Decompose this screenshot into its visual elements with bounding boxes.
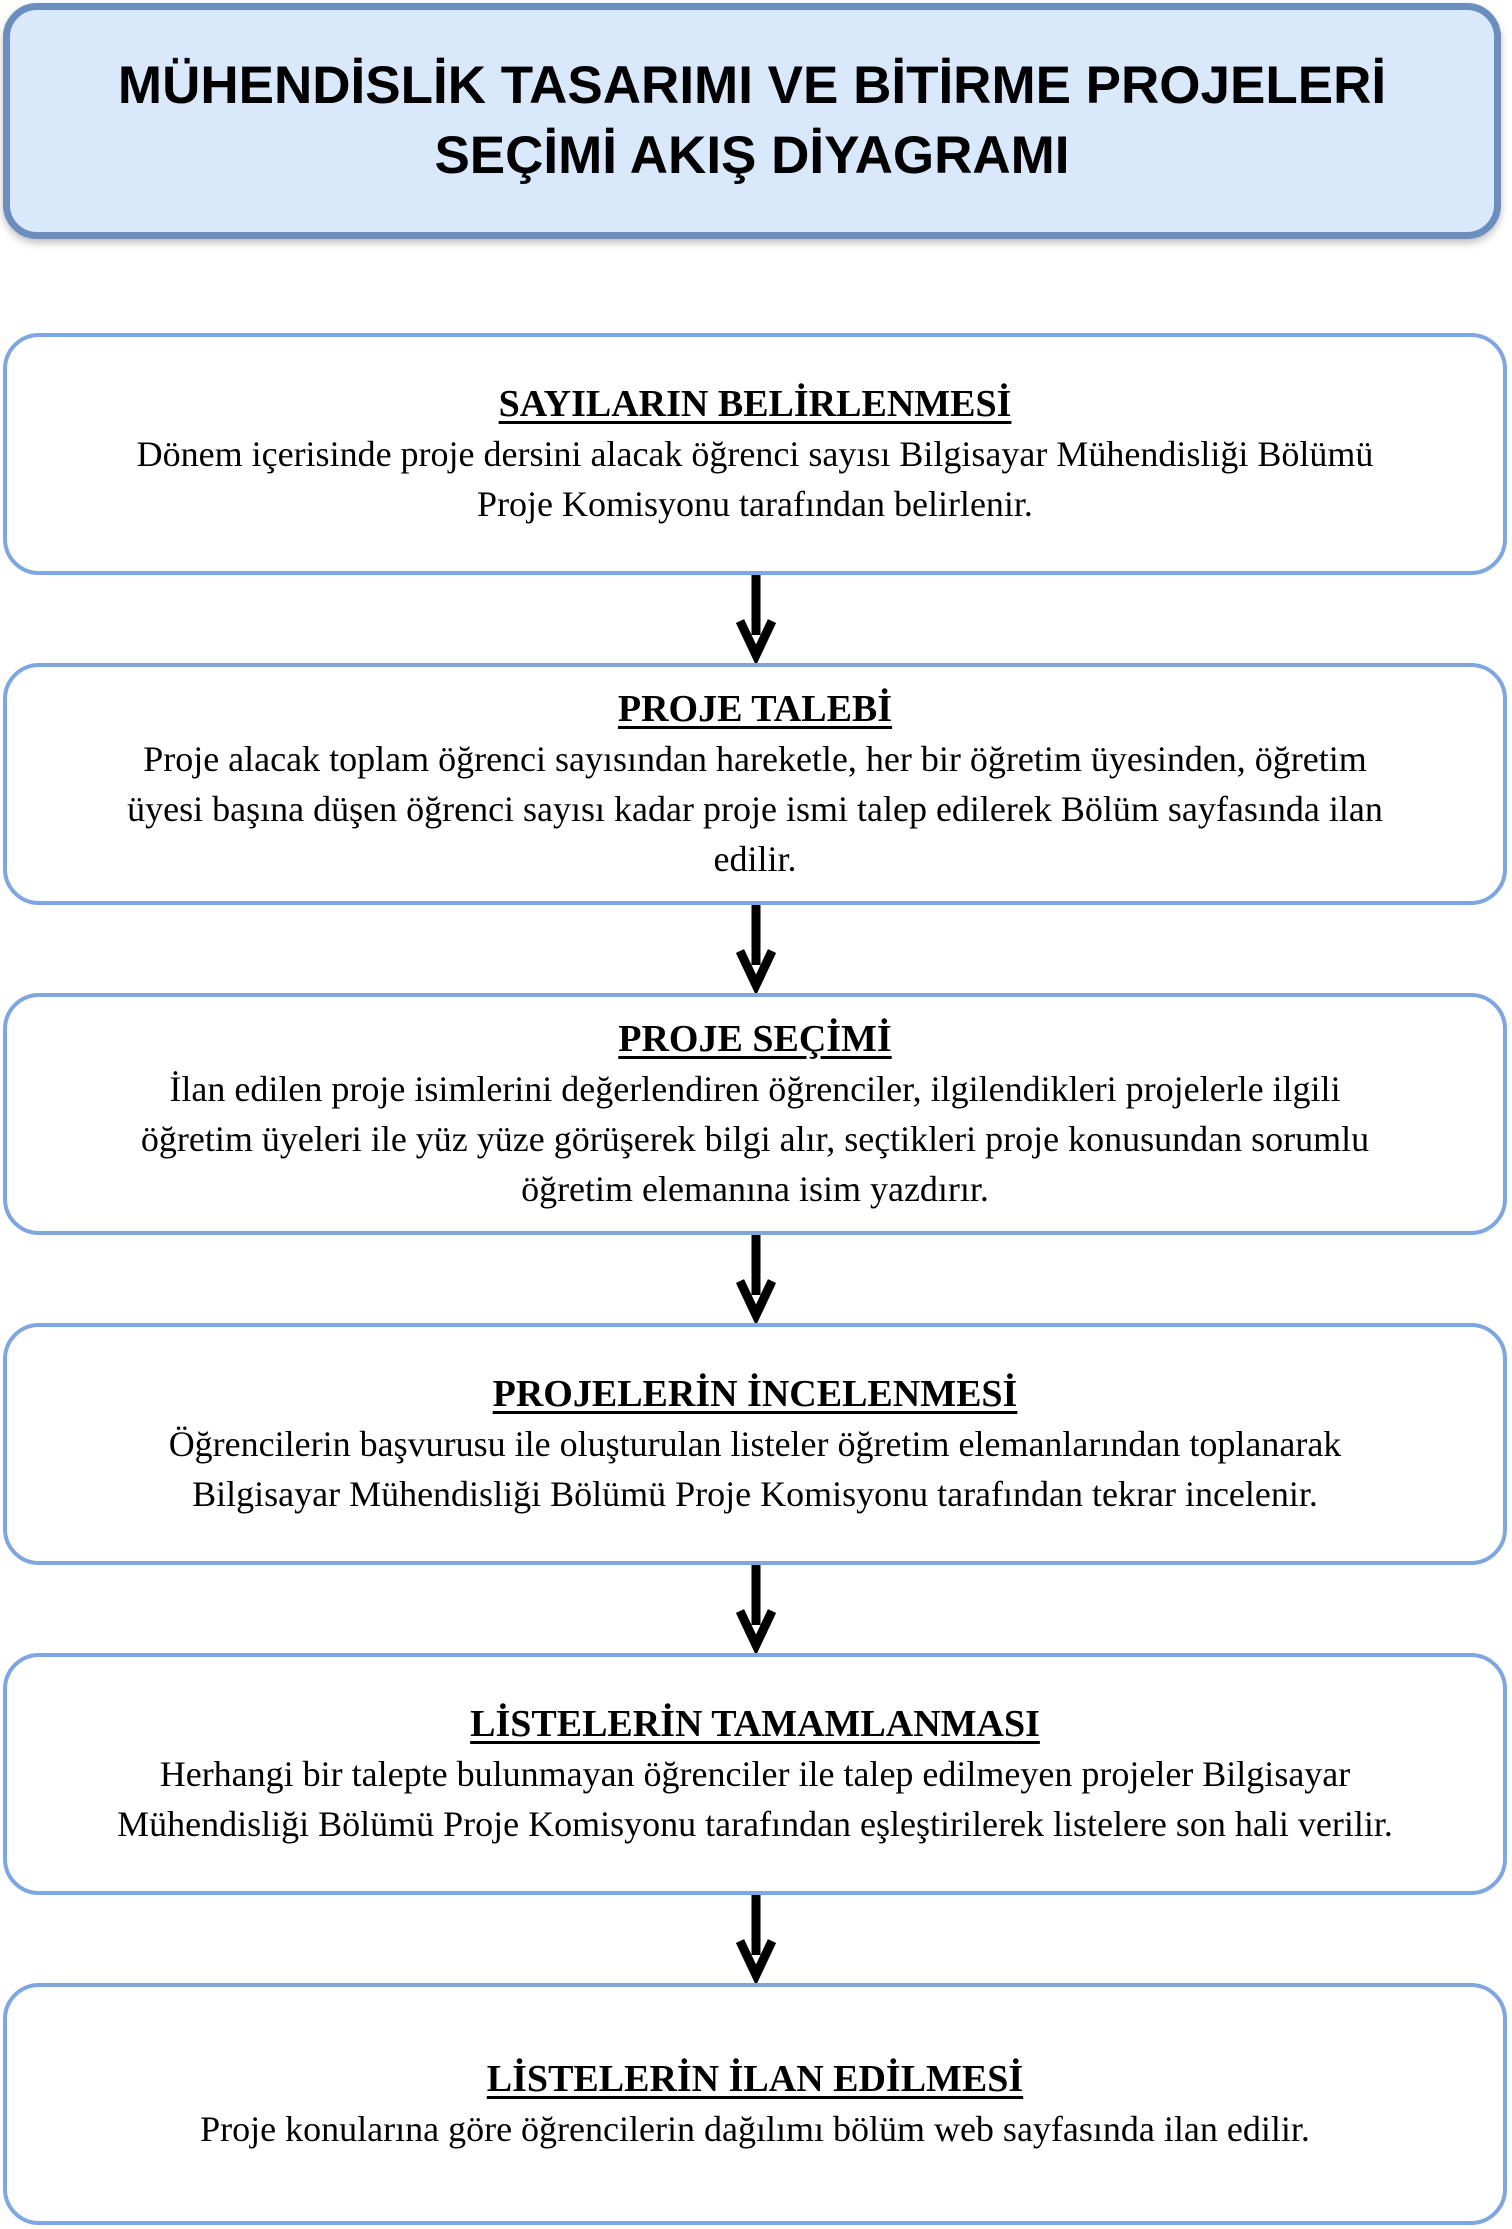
- diagram-title-line-2: SEÇİMİ AKIŞ DİYAGRAMI: [434, 126, 1070, 185]
- step-description-line: edilir.: [713, 839, 797, 879]
- step-heading: SAYILARIN BELİRLENMESİ: [498, 383, 1012, 425]
- diagram-title-line-1: MÜHENDİSLİK TASARIMI VE BİTİRME PROJELERİ: [117, 56, 1387, 115]
- step-box-listelerin-ilan-edilmesi: [3, 1983, 1507, 2225]
- step-description: [161, 1419, 1350, 1519]
- step-description-line: Proje alacak toplam öğrenci sayısından hareketle, her bir öğretim üyesinden, öğretim: [143, 739, 1367, 779]
- step-description-line: Herhangi bir talepte bulunmayan öğrenciler ile talep edilmeyen projeler Bilgisayar: [159, 1754, 1351, 1794]
- step-description-line: öğretim elemanına isim yazdırır.: [521, 1169, 989, 1209]
- step-description-line: Proje Komisyonu tarafından belirlenir.: [477, 484, 1033, 524]
- step-description: [129, 429, 1382, 529]
- flow-arrow-2: [736, 905, 776, 995]
- step-box-proje-secimi: [3, 993, 1507, 1235]
- step-description-line: İlan edilen proje isimlerini değerlendiren öğrenciler, ilgilendikleri projelerle ilgili: [169, 1069, 1341, 1109]
- step-heading: PROJE SEÇİMİ: [618, 1018, 892, 1060]
- step-description-line: Dönem içerisinde proje dersini alacak öğrenci sayısı Bilgisayar Mühendisliği Bölümü: [136, 434, 1374, 474]
- flow-arrow-5: [736, 1895, 776, 1985]
- step-heading: LİSTELERİN İLAN EDİLMESİ: [486, 2058, 1024, 2100]
- flow-arrow-4: [736, 1565, 776, 1655]
- step-box-sayilarin-belirlenmesi: [3, 333, 1507, 575]
- flow-arrow-3: [736, 1235, 776, 1325]
- step-heading: LİSTELERİN TAMAMLANMASI: [470, 1703, 1040, 1745]
- step-description: [192, 2104, 1318, 2154]
- step-heading: PROJELERİN İNCELENMESİ: [492, 1373, 1018, 1415]
- step-description-line: öğretim üyeleri ile yüz yüze görüşerek bilgi alır, seçtikleri proje konusundan sorumlu: [140, 1119, 1370, 1159]
- step-description: [133, 1064, 1377, 1214]
- step-box-proje-talebi: [3, 663, 1507, 905]
- step-box-listelerin-tamamlanmasi: [3, 1653, 1507, 1895]
- step-description-line: Mühendisliği Bölümü Proje Komisyonu tarafından eşleştirilerek listelere son hali verilir.: [117, 1804, 1393, 1844]
- step-description-line: Bilgisayar Mühendisliği Bölümü Proje Komisyonu tarafından tekrar incelenir.: [192, 1474, 1318, 1514]
- step-description-line: Proje konularına göre öğrencilerin dağılımı bölüm web sayfasında ilan edilir.: [200, 2109, 1310, 2149]
- flow-arrow-1: [736, 575, 776, 665]
- diagram-title: [78, 51, 1426, 191]
- step-box-projelerin-incelenmesi: [3, 1323, 1507, 1565]
- step-description: [119, 734, 1391, 884]
- step-description-line: üyesi başına düşen öğrenci sayısı kadar proje ismi talep edilerek Bölüm sayfasında ilan: [127, 789, 1383, 829]
- step-heading: PROJE TALEBİ: [617, 688, 893, 730]
- step-description-line: Öğrencilerin başvurusu ile oluşturulan listeler öğretim elemanlarından toplanarak: [168, 1424, 1342, 1464]
- step-description: [109, 1749, 1401, 1849]
- diagram-title-box: [3, 3, 1501, 239]
